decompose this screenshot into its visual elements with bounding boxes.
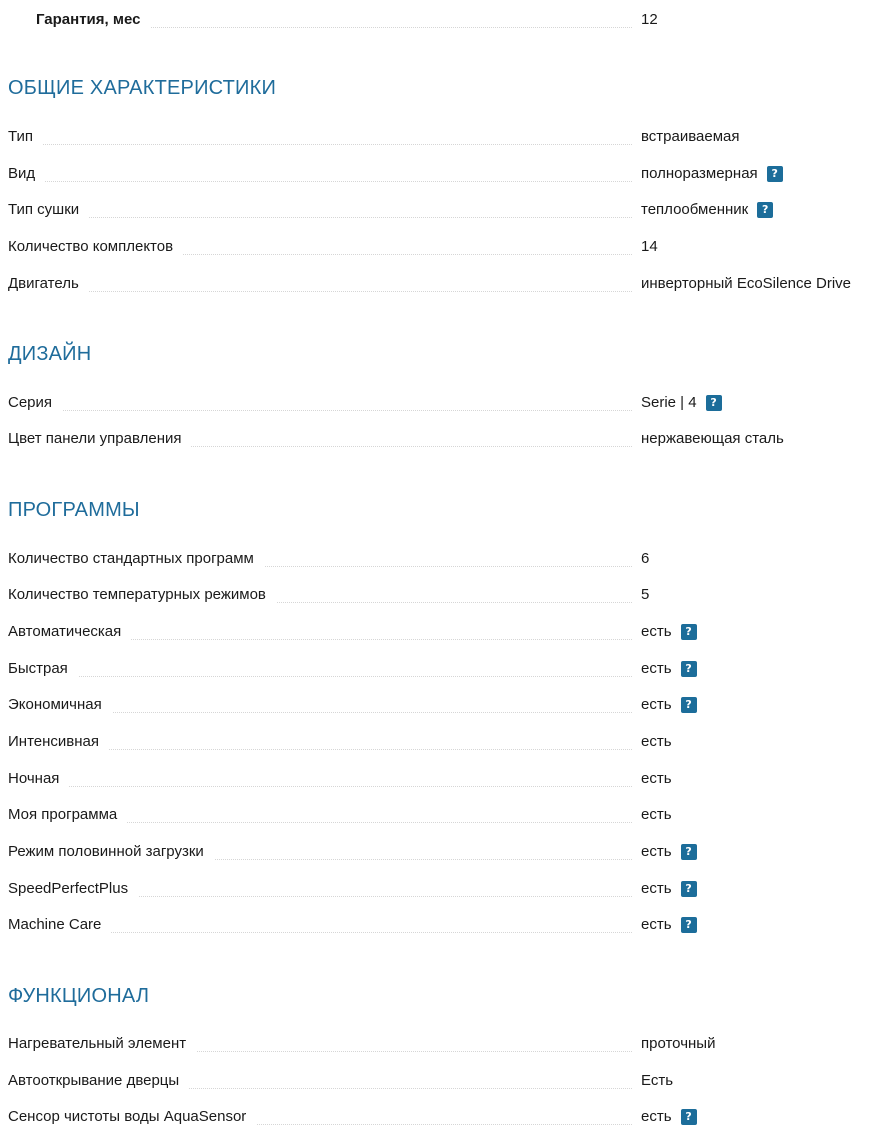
spec-value: есть <box>641 916 672 933</box>
help-icon[interactable]: ? <box>681 917 697 933</box>
spec-row <box>8 732 870 758</box>
spec-row <box>8 585 870 611</box>
spec-label: Вид <box>8 164 45 184</box>
row-leader-dots <box>8 181 632 182</box>
row-leader-dots <box>8 410 632 411</box>
spec-row <box>8 1107 870 1133</box>
section-title: ПРОГРАММЫ <box>8 499 140 521</box>
spec-row <box>8 164 870 190</box>
spec-value-wrap <box>641 200 773 220</box>
spec-label: Двигатель <box>8 274 89 294</box>
spec-value: есть <box>641 733 672 750</box>
spec-value: полноразмерная <box>641 165 758 182</box>
spec-row <box>8 695 870 721</box>
spec-label: Экономичная <box>8 695 112 715</box>
row-leader-dots <box>8 786 632 787</box>
help-icon[interactable]: ? <box>681 624 697 640</box>
spec-label: Сенсор чистоты воды AquaSensor <box>8 1107 256 1127</box>
section-title: ОБЩИЕ ХАРАКТЕРИСТИКИ <box>8 77 277 99</box>
spec-label: Количество комплектов <box>8 237 183 257</box>
spec-value: 6 <box>641 550 650 567</box>
spec-label: Серия <box>8 393 62 413</box>
spec-row <box>8 879 870 905</box>
help-icon[interactable]: ? <box>706 395 722 411</box>
spec-row <box>8 915 870 941</box>
row-leader-dots <box>8 217 632 218</box>
spec-value: есть <box>641 1108 672 1125</box>
spec-value: есть <box>641 806 672 823</box>
spec-value: теплообменник <box>641 201 749 218</box>
row-leader-dots <box>8 291 632 292</box>
spec-value-wrap <box>641 429 784 449</box>
help-icon[interactable]: ? <box>681 881 697 897</box>
spec-label: SpeedPerfectPlus <box>8 879 138 899</box>
spec-row <box>8 659 870 685</box>
spec-value-wrap <box>641 1107 697 1127</box>
spec-label: Интенсивная <box>8 732 109 752</box>
spec-value-wrap <box>641 164 783 184</box>
row-leader-dots <box>8 676 632 677</box>
spec-row <box>8 393 870 419</box>
spec-value-wrap <box>641 1034 715 1054</box>
row-leader-dots <box>8 144 632 145</box>
section-title: ДИЗАЙН <box>8 343 92 365</box>
spec-value: встраиваемая <box>641 128 740 145</box>
help-icon[interactable]: ? <box>681 661 697 677</box>
spec-label: Тип сушки <box>8 200 89 220</box>
spec-value: есть <box>641 696 672 713</box>
spec-row <box>8 622 870 648</box>
spec-value: есть <box>641 770 672 787</box>
spec-row <box>8 237 870 263</box>
spec-value: есть <box>641 623 672 640</box>
spec-label: Количество температурных режимов <box>8 585 276 605</box>
spec-label: Machine Care <box>8 915 111 935</box>
spec-value: Есть <box>641 1072 674 1089</box>
spec-value: Serie | 4 <box>641 394 697 411</box>
spec-label: Автооткрывание дверцы <box>8 1071 189 1091</box>
spec-value-wrap <box>641 585 649 605</box>
spec-value-wrap <box>641 1071 673 1091</box>
spec-row <box>8 429 870 455</box>
spec-value: проточный <box>641 1035 716 1052</box>
spec-label: Режим половинной загрузки <box>8 842 214 862</box>
help-icon[interactable]: ? <box>681 1109 697 1125</box>
spec-value: есть <box>641 843 672 860</box>
spec-value: 14 <box>641 238 658 255</box>
help-icon[interactable]: ? <box>767 166 783 182</box>
spec-label: Быстрая <box>8 659 78 679</box>
spec-label: Автоматическая <box>8 622 131 642</box>
spec-label: Количество стандартных программ <box>8 549 264 569</box>
section-title: ФУНКЦИОНАЛ <box>8 985 150 1007</box>
spec-value: нержавеющая сталь <box>641 430 784 447</box>
spec-label: Тип <box>8 127 43 147</box>
spec-row <box>8 1071 870 1097</box>
spec-row <box>8 127 870 153</box>
spec-row <box>8 549 870 575</box>
spec-value-wrap <box>641 622 697 642</box>
spec-value-wrap <box>641 659 697 679</box>
help-icon[interactable]: ? <box>681 844 697 860</box>
spec-row <box>8 1034 870 1060</box>
spec-row <box>8 274 870 300</box>
spec-row <box>8 769 870 795</box>
spec-value-wrap <box>641 805 672 825</box>
help-icon[interactable]: ? <box>757 202 773 218</box>
spec-value: инверторный EcoSilence Drive <box>641 275 852 292</box>
spec-value-wrap <box>641 695 697 715</box>
spec-label: Гарантия, мес <box>8 10 150 30</box>
spec-row <box>8 842 870 868</box>
spec-value-wrap <box>641 879 697 899</box>
spec-label: Цвет панели управления <box>8 429 191 449</box>
spec-value-wrap <box>641 769 672 789</box>
spec-label: Нагревательный элемент <box>8 1034 196 1054</box>
spec-value-wrap <box>641 274 851 294</box>
help-icon[interactable]: ? <box>681 697 697 713</box>
spec-value: 5 <box>641 586 650 603</box>
spec-value-wrap <box>641 842 697 862</box>
spec-value-wrap <box>641 237 658 257</box>
spec-row <box>8 805 870 831</box>
spec-value-wrap <box>641 127 740 147</box>
spec-value-wrap <box>641 549 649 569</box>
spec-value: есть <box>641 880 672 897</box>
spec-label: Ночная <box>8 769 69 789</box>
spec-value-wrap <box>641 732 672 752</box>
spec-label: Моя программа <box>8 805 127 825</box>
spec-row-warranty <box>8 10 870 36</box>
spec-value: есть <box>641 660 672 677</box>
spec-row <box>8 200 870 226</box>
spec-value-wrap <box>641 393 722 413</box>
spec-value-wrap <box>641 915 697 935</box>
spec-value: 12 <box>641 11 658 28</box>
